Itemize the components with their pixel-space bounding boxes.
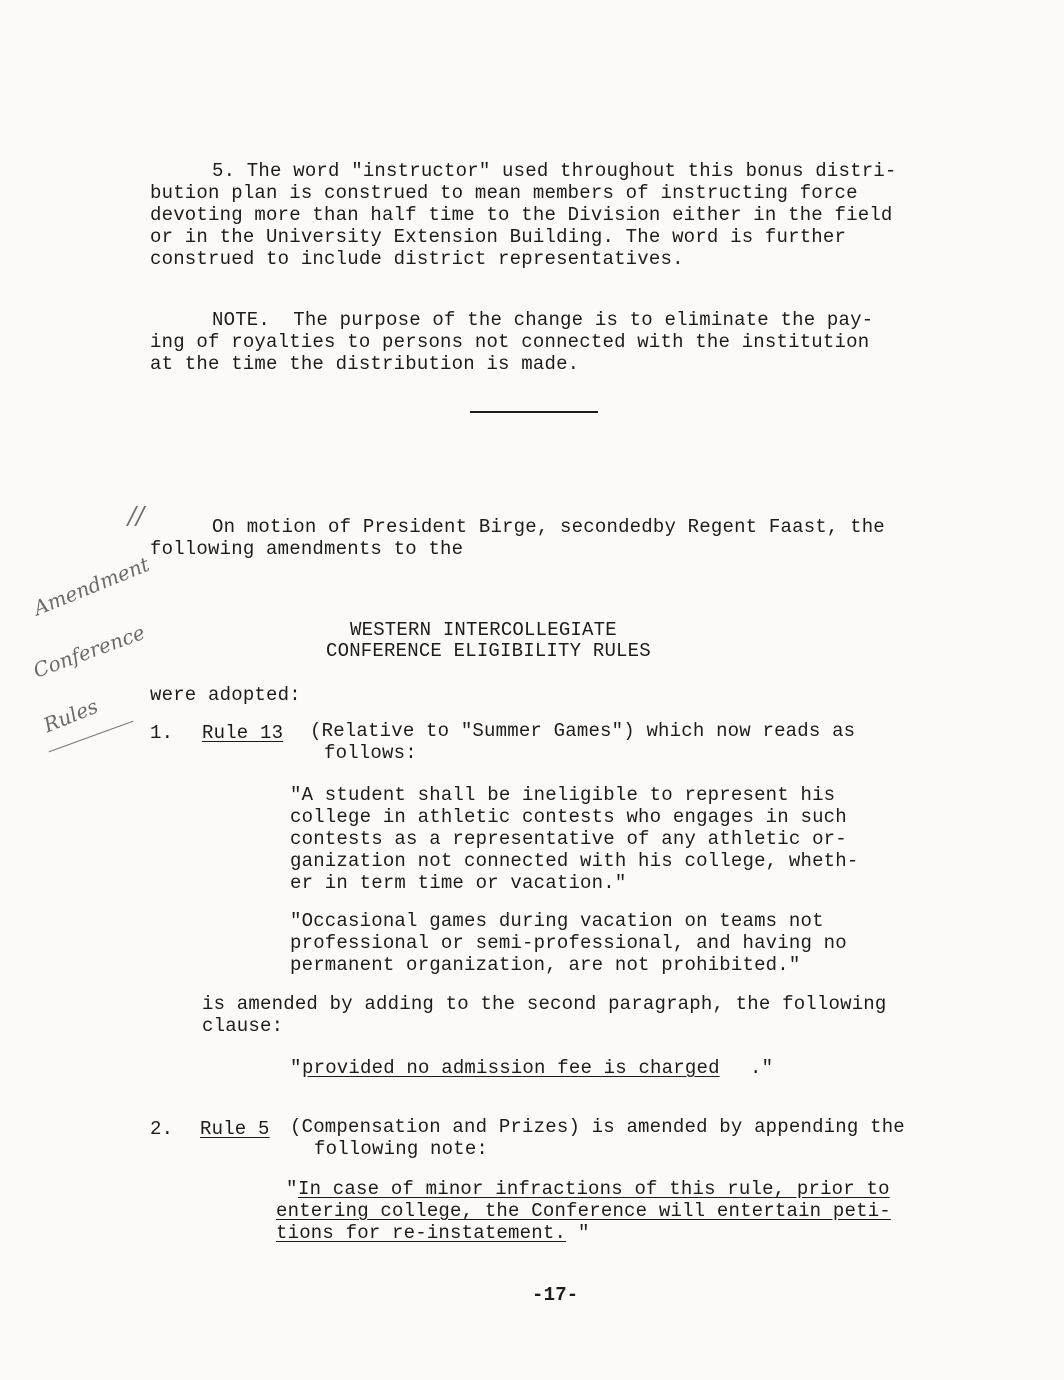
handwritten-mark: //	[128, 502, 145, 530]
quote-close: "	[578, 1222, 590, 1244]
item-number: 1.	[150, 722, 174, 744]
text-line: were adopted:	[150, 684, 301, 706]
quote-line: college in athletic contests who engages in such	[290, 806, 847, 828]
text-line: construed to include district representatives.	[150, 248, 684, 270]
text-line: at the time the distribution is made.	[150, 353, 580, 375]
text-line: follows:	[324, 742, 417, 764]
quote-line: er in term time or vacation."	[290, 872, 627, 894]
heading-line: WESTERN INTERCOLLEGIATE	[350, 619, 617, 641]
text-line: clause:	[202, 1015, 284, 1037]
handwritten-note: Conference	[30, 620, 148, 683]
quote-close: ."	[750, 1057, 774, 1079]
text-line: 5. The word "instructor" used throughout this bonus distri-	[212, 160, 897, 182]
quote-line: ganization not connected with his college, wheth-	[290, 850, 859, 872]
quote-line: permanent organization, are not prohibited."	[290, 954, 801, 976]
quote-line: "Occasional games during vacation on teams not	[290, 910, 824, 932]
text-line: following amendments to the	[150, 538, 464, 560]
text-line: NOTE. The purpose of the change is to eliminate the pay-	[212, 309, 874, 331]
page-number: -17-	[532, 1284, 579, 1306]
text-line: (Relative to "Summer Games") which now reads as	[310, 720, 856, 742]
quote-line: professional or semi-professional, and having no	[290, 932, 847, 954]
text-line: devoting more than half time to the Division either in the field	[150, 204, 893, 226]
handwritten-note: Rules	[40, 693, 102, 738]
appended-note: tions for re-instatement.	[276, 1222, 567, 1244]
text-line: following note:	[314, 1138, 489, 1160]
quote-open: "	[290, 1057, 302, 1079]
rule-reference: Rule 5	[200, 1118, 270, 1140]
text-line: is amended by adding to the second paragraph, the following	[202, 993, 887, 1015]
heading-line: CONFERENCE ELIGIBILITY RULES	[326, 640, 651, 662]
appended-note: In case of minor infractions of this rule, prior to	[298, 1178, 890, 1200]
rule-reference: Rule 13	[202, 722, 284, 744]
text-line: (Compensation and Prizes) is amended by appending the	[290, 1116, 905, 1138]
added-clause: provided no admission fee is charged	[302, 1057, 720, 1079]
quote-line: "A student shall be ineligible to represent his	[290, 784, 836, 806]
handwritten-note: Amendment	[30, 552, 153, 621]
quote-line: contests as a representative of any athletic or-	[290, 828, 847, 850]
section-divider	[470, 411, 598, 413]
appended-note: entering college, the Conference will entertain peti-	[276, 1200, 891, 1222]
text-line: or in the University Extension Building. The word is further	[150, 226, 847, 248]
text-line: On motion of President Birge, secondedby Regent Faast, the	[212, 516, 885, 538]
text-line: bution plan is construed to mean members of instructing force	[150, 182, 858, 204]
item-number: 2.	[150, 1118, 174, 1140]
quote-open: "	[286, 1178, 298, 1200]
text-line: ing of royalties to persons not connected with the institution	[150, 331, 870, 353]
